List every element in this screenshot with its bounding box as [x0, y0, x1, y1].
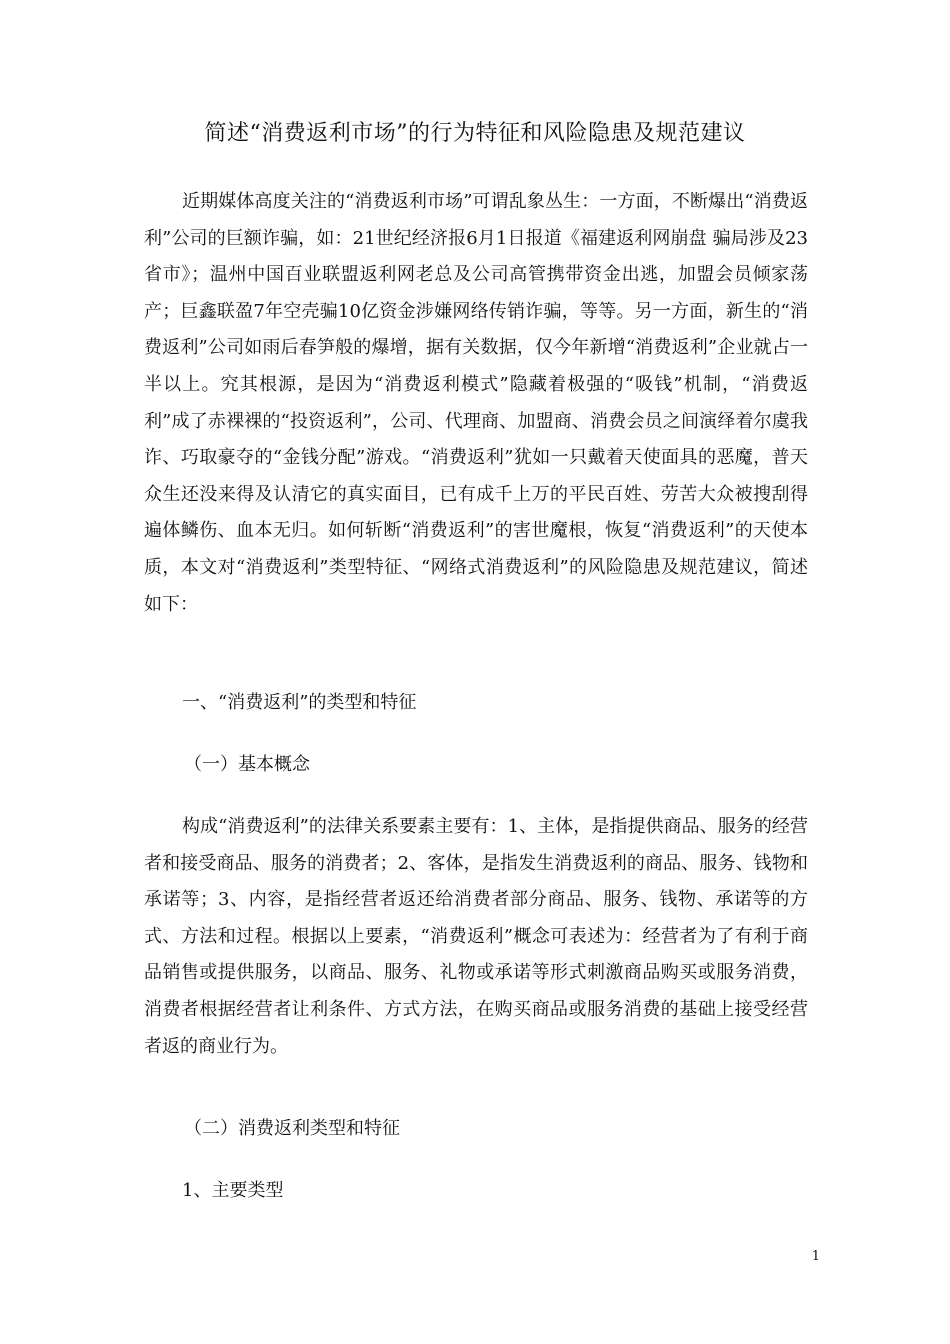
item-one-heading: 1、主要类型 [182, 1180, 284, 1201]
document-title: 简述“消费返利市场”的行为特征和风险隐患及规范建议 [204, 121, 746, 146]
subsection-one-heading: （一）基本概念 [184, 754, 310, 775]
intro-paragraph: 近期媒体高度关注的“消费返利市场”可谓乱象丛生：一方面，不断爆出“消费返利”公司的巨额诈骗，如：21世纪经济报6月1日报道《福建返利网崩盘 骗局涉及23省市》；温州中国百业联盟返利网老总及公司高管携带资金出逃，加盟会员倾家荡产；巨鑫联盈7年空壳骗10亿资金涉嫌网络传销诈骗，等等。另一方面，新生的“消费返利”公司如雨后春笋般的爆增，据有关数据，仅今年新增“消费返利”企业就占一半以上。究其根源，是因为“消费返利模式”隐藏着极强的“吸钱”机制，“消费返利”成了赤裸裸的“投资返利”，公司、代理商、加盟商、消费会员之间演绎着尔虞我诈、巧取豪夺的“金钱分配”游戏。“消费返利”犹如一只戴着天使面具的恶魔，普天众生还没来得及认清它的真实面目，已有成千上万的平民百姓、劳苦大众被搜刮得遍体鳞伤、血本无归。如何斩断“消费返利”的害世魔根，恢复“消费返利”的天使本质，本文对“消费返利”类型特征、“网络式消费返利”的风险隐患及规范建议，简述如下： [144, 191, 808, 615]
page-number: 1 [811, 1249, 820, 1264]
subsection-two-heading: （二）消费返利类型和特征 [184, 1118, 400, 1139]
concept-paragraph: 构成“消费返利”的法律关系要素主要有：1、主体，是指提供商品、服务的经营者和接受商品、服务的消费者；2、客体，是指发生消费返利的商品、服务、钱物和承诺等；3、内容，是指经营者返还给消费者部分商品、服务、钱物、承诺等的方式、方法和过程。根据以上要素，“消费返利”概念可表述为：经营者为了有利于商品销售或提供服务，以商品、服务、礼物或承诺等形式刺激商品购买或服务消费，消费者根据经营者让利条件、方式方法，在购买商品或服务消费的基础上接受经营者返的商业行为。 [144, 816, 808, 1057]
section-one-heading: 一、“消费返利”的类型和特征 [182, 692, 417, 713]
